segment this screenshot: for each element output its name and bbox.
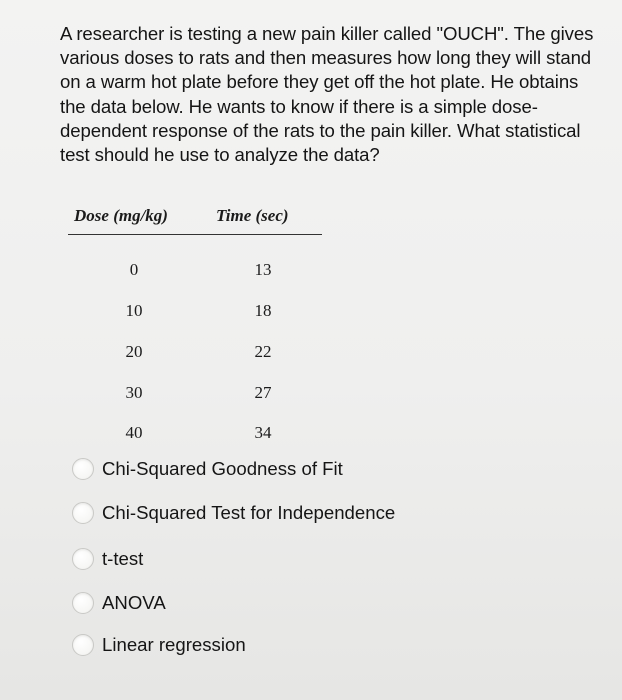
header-dose: Dose (mg/kg)	[74, 206, 168, 225]
option-label: Linear regression	[102, 634, 246, 655]
option-label: Chi-Squared Goodness of Fit	[102, 458, 343, 479]
radio-button[interactable]	[72, 458, 94, 480]
option-label: t-test	[102, 548, 144, 569]
time-cell: 27	[254, 383, 272, 402]
option-linear-regression[interactable]	[72, 632, 246, 658]
dose-cell: 10	[125, 301, 143, 320]
option-label: ANOVA	[102, 592, 166, 613]
header-time: Time (sec)	[216, 206, 289, 225]
option-chi-squared-goodness-of-fit[interactable]	[72, 456, 343, 482]
option-label: Chi-Squared Test for Independence	[102, 502, 396, 523]
option-chi-squared-independence[interactable]	[72, 500, 395, 526]
radio-button[interactable]	[72, 502, 94, 524]
radio-button[interactable]	[72, 634, 94, 656]
time-cell: 34	[254, 423, 272, 442]
radio-button[interactable]	[72, 592, 94, 614]
time-cell: 18	[254, 301, 272, 320]
table-header	[68, 206, 322, 235]
option-anova[interactable]	[72, 590, 166, 616]
dose-cell: 20	[125, 342, 143, 361]
radio-button[interactable]	[72, 548, 94, 570]
question-text: A researcher is testing a new pain killer called "OUCH". The gives various doses to rats and then measures how long they will stand on a warm hot plate before they get off the hot plate. He obtains the data below. He wants to know if there is a simple dose-dependent response of the rats to the pain killer. What statistical test should he use to analyze the data?	[60, 23, 594, 166]
time-cell: 22	[254, 342, 272, 361]
option-t-test[interactable]	[72, 546, 143, 572]
time-cell: 13	[254, 260, 272, 279]
dose-cell: 30	[125, 383, 143, 402]
dose-cell: 40	[125, 423, 143, 442]
data-table	[68, 206, 322, 442]
dose-cell: 0	[129, 260, 139, 279]
